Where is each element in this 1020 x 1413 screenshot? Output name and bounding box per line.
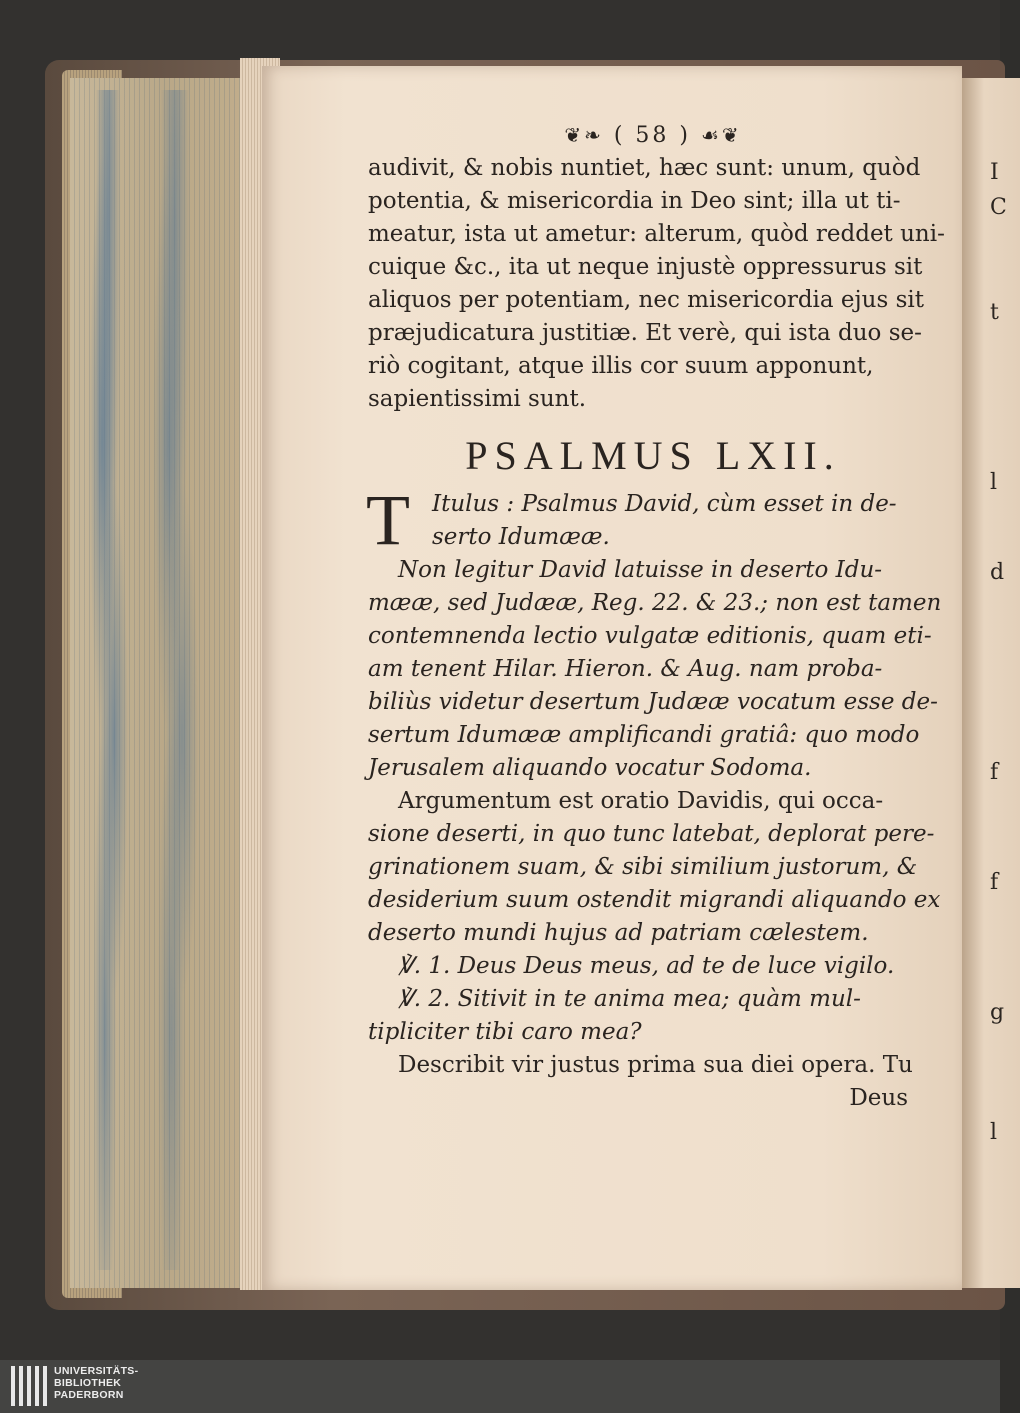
library-logo-icon bbox=[11, 1366, 47, 1406]
marbled-edge bbox=[140, 90, 210, 1270]
text-line: præjudicatura justitiæ. Et verè, qui ista duo se- bbox=[368, 320, 922, 346]
facing-page-glyph: t bbox=[990, 300, 999, 325]
text-line: Non legitur David latuisse in deserto Idu- bbox=[398, 557, 883, 583]
logo-line: BIBLIOTHEK bbox=[54, 1377, 122, 1389]
text-line: grinationem suam, & sibi similium justorum, & bbox=[368, 854, 918, 880]
title-line: Itulus : Psalmus David, cùm esset in de- bbox=[432, 491, 897, 517]
facing-page-glyph: I bbox=[990, 160, 999, 185]
facing-page-glyph: g bbox=[990, 1000, 1005, 1025]
text-line: sapientissimi sunt. bbox=[368, 386, 587, 412]
text-line: audivit, & nobis nuntiet, hæc sunt: unum, quòd bbox=[368, 155, 921, 181]
marbled-edge bbox=[78, 90, 138, 1270]
text-line: aliquos per potentiam, nec misericordia ejus sit bbox=[368, 287, 924, 313]
footer-bar bbox=[0, 1360, 1000, 1413]
text-line: deserto mundi hujus ad patriam cælestem. bbox=[368, 920, 869, 946]
facing-page-glyph: l bbox=[990, 1120, 998, 1145]
catchword: Deus bbox=[849, 1085, 908, 1111]
title-line: serto Idumææ. bbox=[432, 524, 610, 550]
page-number-header bbox=[368, 118, 938, 152]
title-block bbox=[366, 480, 938, 560]
facing-page-glyph: l bbox=[990, 470, 998, 495]
drop-cap: T bbox=[366, 480, 410, 560]
text-line: Jerusalem aliquando vocatur Sodoma. bbox=[368, 755, 812, 781]
facing-page-glyph: C bbox=[990, 195, 1007, 220]
facing-page-glyph: f bbox=[990, 760, 999, 785]
text-line: biliùs videtur desertum Judææ vocatum esse de- bbox=[368, 689, 938, 715]
verse-line: ℣. 1. Deus Deus meus, ad te de luce vigilo. bbox=[398, 953, 895, 979]
facing-page-glyph: d bbox=[990, 560, 1005, 585]
page-number: ( 58 ) bbox=[613, 123, 691, 148]
facing-page bbox=[960, 78, 1020, 1288]
text-line: meatur, ista ut ametur: alterum, quòd reddet uni- bbox=[368, 221, 945, 247]
text-line: potentia, & misericordia in Deo sint; illa ut ti- bbox=[368, 188, 901, 214]
text-line: tipliciter tibi caro mea? bbox=[368, 1019, 642, 1045]
logo-line: UNIVERSITÄTS- bbox=[54, 1365, 139, 1377]
psalm-heading: PSALMUS LXII. bbox=[465, 433, 841, 478]
text-line: sione deserti, in quo tunc latebat, deplorat pere- bbox=[368, 821, 935, 847]
text-line: Argumentum est oratio Davidis, qui occa- bbox=[398, 788, 884, 814]
text-line: riò cogitant, atque illis cor suum apponunt, bbox=[368, 353, 874, 379]
text-line: cuique &c., ita ut neque injustè oppressurus sit bbox=[368, 254, 923, 280]
text-line: sertum Idumææ amplificandi gratiâ: quo modo bbox=[368, 722, 920, 748]
ornament-left-icon: ❦❧ bbox=[564, 123, 604, 147]
page-text bbox=[366, 118, 945, 1115]
facing-page-glyph: f bbox=[990, 870, 999, 895]
library-logo-text bbox=[54, 1365, 138, 1401]
text-line: contemnenda lectio vulgatæ editionis, quam eti- bbox=[368, 623, 932, 649]
verse-line: ℣. 2. Sitivit in te anima mea; quàm mul- bbox=[398, 986, 861, 1012]
text-line: desiderium suum ostendit migrandi aliquando ex bbox=[368, 887, 941, 913]
ornament-right-icon: ☙❦ bbox=[700, 123, 742, 147]
logo-line: PADERBORN bbox=[54, 1389, 124, 1401]
text-line: mææ, sed Judææ, Reg. 22. & 23.; non est tamen bbox=[368, 590, 942, 616]
text-line: am tenent Hilar. Hieron. & Aug. nam proba- bbox=[368, 656, 883, 682]
text-line: Describit vir justus prima sua diei opera. Tu bbox=[398, 1052, 913, 1078]
